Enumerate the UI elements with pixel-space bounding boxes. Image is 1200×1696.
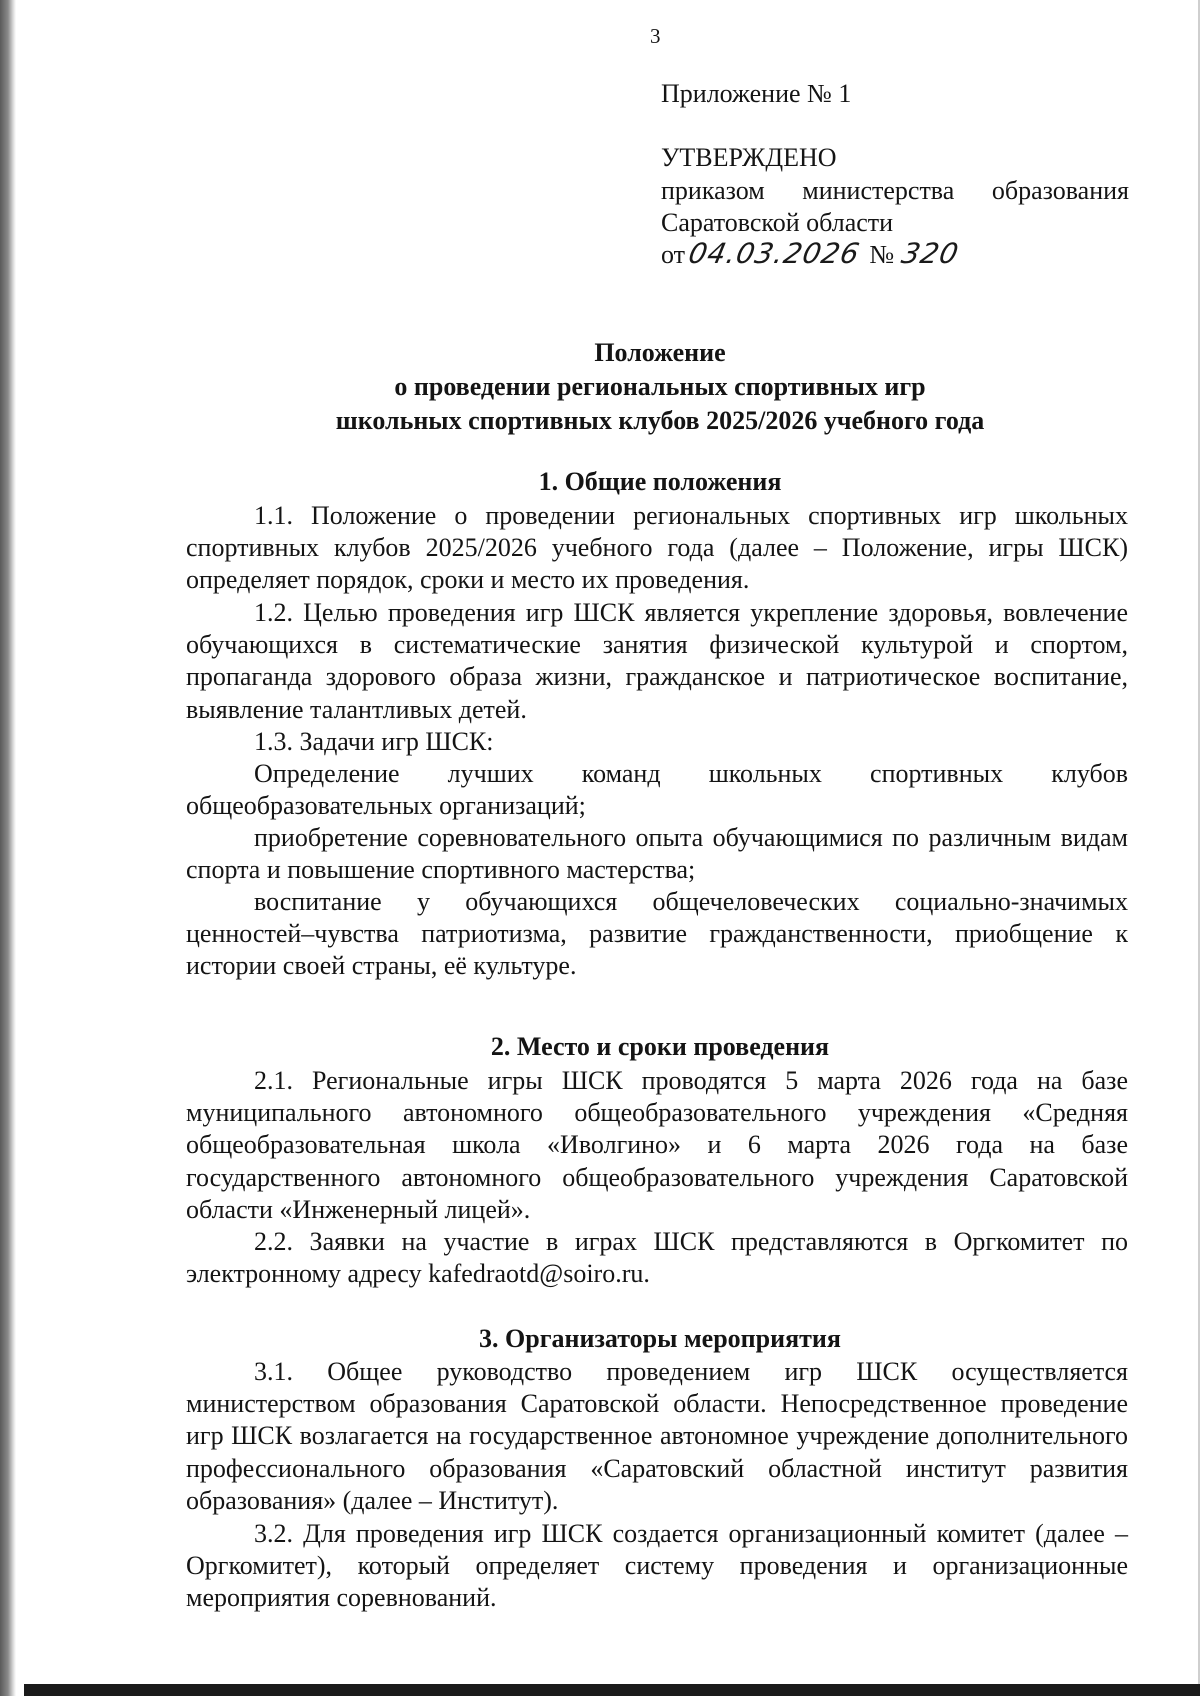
paragraph-2-2: 2.2. Заявки на участие в играх ШСК представляются в Оргкомитет по электронному адресу kafedraotd@soiro.ru. — [186, 1227, 1128, 1289]
handwritten-date: 04.03.2026 — [685, 237, 863, 270]
date-prefix: от — [661, 240, 686, 269]
order-line-1: приказом министерства образования — [661, 176, 1129, 205]
order-date-row — [661, 237, 963, 271]
paragraph-1-3-a: Определение лучших команд школьных спортивных клубов общеобразовательных организаций; — [186, 759, 1128, 821]
paragraph-1-1: 1.1. Положение о проведении региональных спортивных игр школьных спортивных клубов 2025/2026 учебного года (далее – Положение, игры ШСК) определяет порядок, сроки и место их проведения. — [186, 501, 1128, 595]
paragraph-2-1: 2.1. Региональные игры ШСК проводятся 5 марта 2026 года на базе муниципального автономного общеобразовательного учреждения «Средняя общеобразовательная школа «Иволгино» и 6 марта 2026 года на базе государственного автономного общеобразовательного учреждения Саратовской области «Инженерный лицей». — [186, 1066, 1128, 1224]
order-line-2: Саратовской области — [661, 208, 894, 237]
title-line-3: школьных спортивных клубов 2025/2026 учебного года — [335, 406, 985, 435]
title-line-2: о проведении региональных спортивных игр — [394, 372, 926, 401]
approval-block — [661, 72, 1131, 282]
paragraph-1-3-c: воспитание у обучающихся общечеловеческих социально-значимых ценностей–чувства патриотизма, развитие гражданственности, приобщение к истории своей страны, её культуре. — [186, 887, 1128, 981]
document-title — [160, 336, 1160, 438]
handwritten-number: 320 — [898, 237, 963, 270]
section-2-heading: 2. Место и сроки проведения — [490, 1032, 830, 1061]
paragraph-3-2: 3.2. Для проведения игр ШСК создается организационный комитет (далее – Оргкомитет), который определяет систему проведения и организационные мероприятия соревнований. — [186, 1519, 1128, 1613]
page-number: 3 — [650, 24, 661, 48]
paragraph-1-3-b: приобретение соревновательного опыта обучающимися по различным видам спорта и повышение спортивного мастерства; — [186, 823, 1128, 885]
scan-left-edge — [0, 0, 16, 1696]
paragraph-3-1: 3.1. Общее руководство проведением игр ШСК осуществляется министерством образования Саратовской области. Непосредственное проведение игр ШСК возлагается на государственное автономное учреждение дополнительного профессионального образования «Саратовский областной институт развития образования» (далее – Институт). — [186, 1357, 1128, 1515]
title-line-1: Положение — [594, 338, 726, 367]
approved-label: УТВЕРЖДЕНО — [661, 143, 837, 172]
paragraph-1-3: 1.3. Задачи игр ШСК: — [254, 727, 494, 756]
section-1-heading: 1. Общие положения — [538, 467, 782, 496]
appendix-label: Приложение № 1 — [661, 79, 852, 108]
paragraph-1-2: 1.2. Целью проведения игр ШСК является укрепление здоровья, вовлечение обучающихся в систематические занятия физической культурой и спортом, пропаганда здорового образа жизни, гражданское и патриотическое воспитание, выявление талантливых детей. — [186, 598, 1128, 724]
number-prefix: № — [869, 240, 895, 269]
scan-bottom-edge — [24, 1684, 1200, 1696]
section-3-heading: 3. Организаторы мероприятия — [479, 1324, 841, 1353]
